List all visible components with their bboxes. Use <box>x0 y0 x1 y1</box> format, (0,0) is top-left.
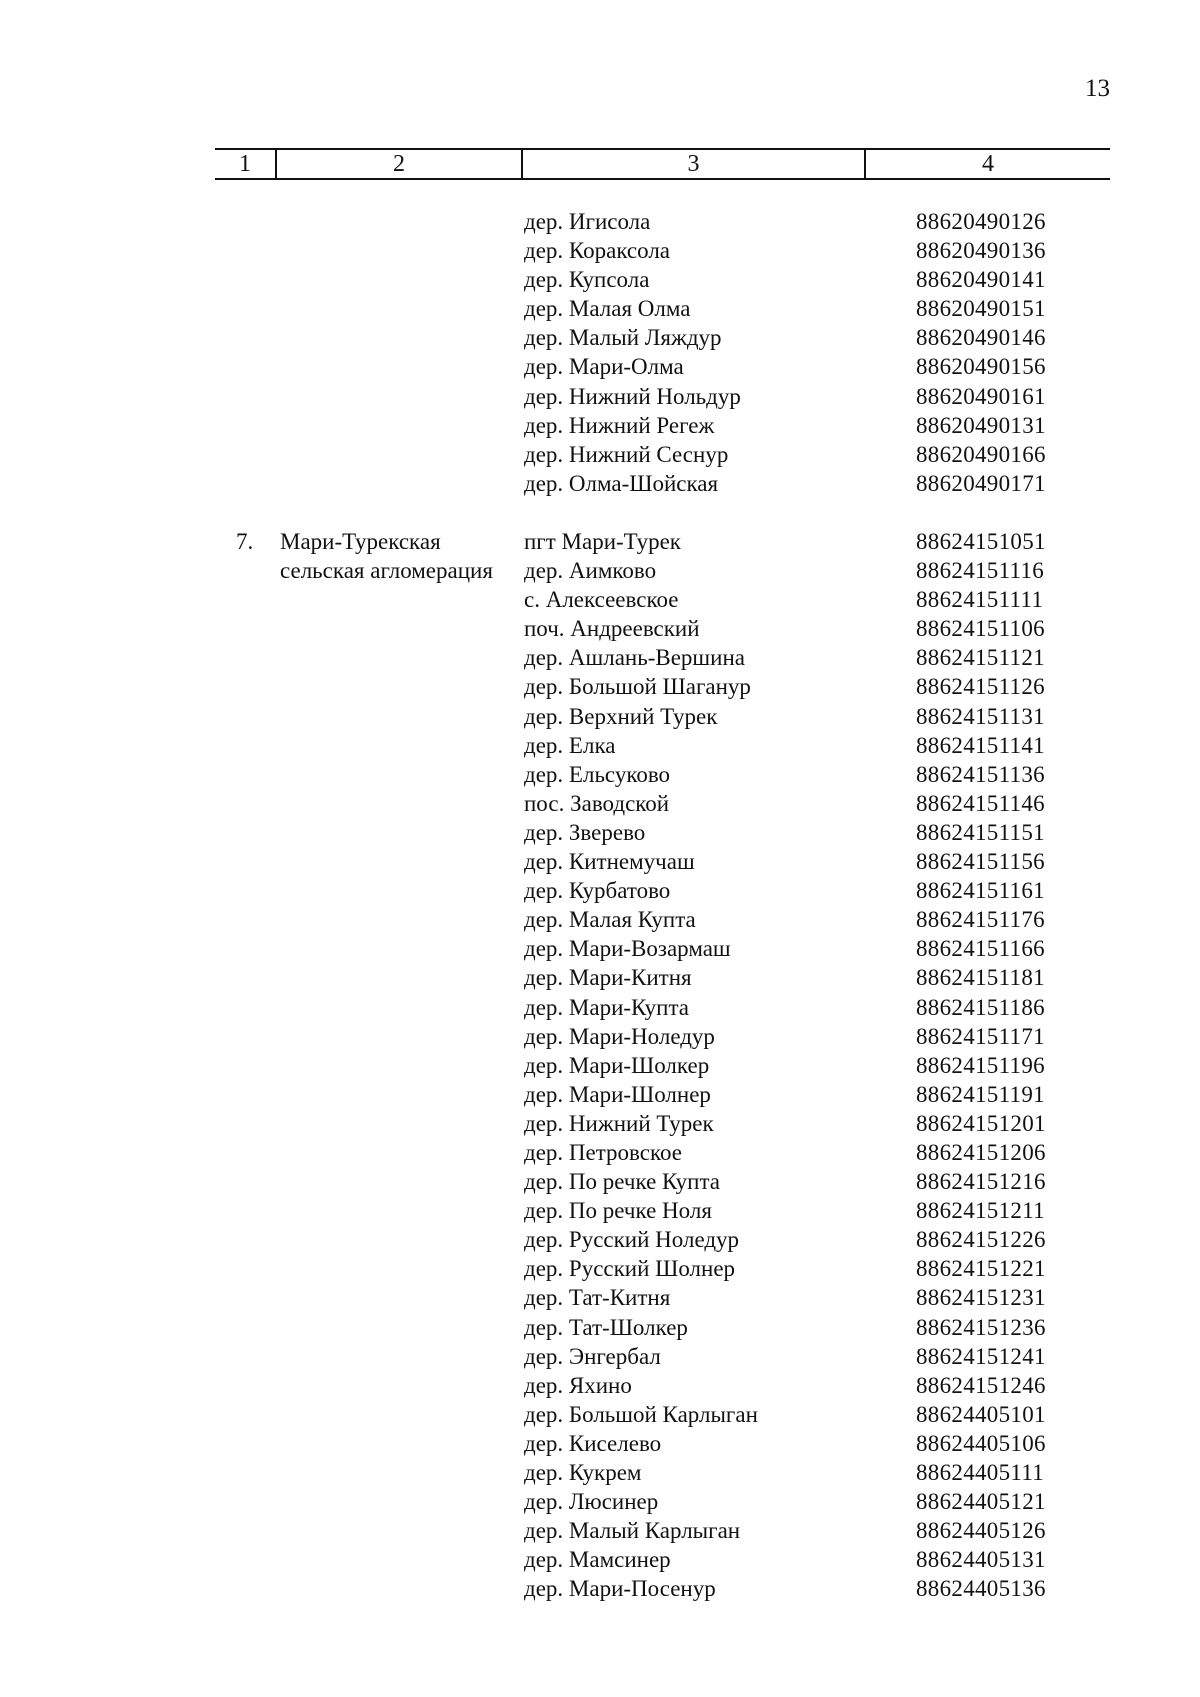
settlement-name: дер. Мари-Китня <box>524 965 692 991</box>
table-row <box>0 294 1200 323</box>
table-row <box>0 1371 1200 1400</box>
oktmo-code: 88620490141 <box>916 267 1046 293</box>
table-row <box>0 1429 1200 1458</box>
table-row <box>0 1225 1200 1254</box>
table-row <box>0 1574 1200 1603</box>
settlement-name: дер. Большой Карлыган <box>524 1401 758 1427</box>
oktmo-code: 88624151206 <box>916 1139 1046 1165</box>
settlement-name: дер. Купсола <box>524 267 650 293</box>
settlement-name: дер. Мари-Купта <box>524 994 689 1020</box>
oktmo-code: 88624151191 <box>916 1081 1045 1107</box>
settlement-name: дер. По речке Купта <box>524 1169 720 1195</box>
table-row <box>0 352 1200 381</box>
table-row <box>0 1313 1200 1342</box>
settlement-name: дер. Ельсуково <box>524 761 671 787</box>
oktmo-code: 88624151236 <box>916 1314 1046 1340</box>
settlement-name: дер. Тат-Китня <box>524 1285 671 1311</box>
table-row <box>0 527 1200 556</box>
settlement-name: дер. Кукрем <box>524 1460 642 1485</box>
settlement-name: дер. Мари-Олма <box>524 354 684 380</box>
oktmo-code: 88624405106 <box>916 1430 1046 1456</box>
oktmo-code: 88624151106 <box>916 616 1045 642</box>
table-row <box>0 993 1200 1022</box>
table-row <box>0 469 1200 498</box>
settlement-name: дер. Малая Купта <box>524 907 696 933</box>
table-row <box>0 1080 1200 1109</box>
settlement-name: дер. Петровское <box>524 1139 682 1165</box>
oktmo-code: 88624151221 <box>916 1256 1046 1282</box>
settlement-name: дер. Мамсинер <box>524 1547 671 1573</box>
oktmo-code: 88624151111 <box>916 587 1044 613</box>
settlement-name: дер. Русский Шолнер <box>524 1256 736 1282</box>
oktmo-code: 88624151161 <box>916 878 1045 904</box>
oktmo-code: 88620490161 <box>916 383 1046 409</box>
settlement-name: дер. Тат-Шолкер <box>524 1314 688 1340</box>
oktmo-code: 88624151226 <box>916 1227 1046 1253</box>
settlement-name: дер. Мари-Шолнер <box>524 1081 711 1107</box>
settlement-name: дер. Китнемучаш <box>524 849 695 875</box>
oktmo-code: 88624151196 <box>916 1052 1045 1078</box>
settlement-name: дер. По речке Ноля <box>524 1198 712 1224</box>
header-col-2: 2 <box>275 150 521 178</box>
settlement-name: пгт Мари-Турек <box>524 529 681 554</box>
table-row <box>0 1487 1200 1516</box>
table-row <box>0 1516 1200 1545</box>
table-row <box>0 1283 1200 1312</box>
table-row <box>0 207 1200 236</box>
table-row <box>0 1167 1200 1196</box>
settlement-name: дер. Ашлань-Вершина <box>524 645 745 671</box>
oktmo-code: 88624151211 <box>916 1198 1045 1224</box>
oktmo-code: 88624405121 <box>916 1489 1046 1515</box>
table-row <box>0 265 1200 294</box>
table-row <box>0 934 1200 963</box>
oktmo-code: 88624151216 <box>916 1169 1046 1195</box>
settlement-name: дер. Малая Олма <box>524 296 691 322</box>
oktmo-code: 88620490126 <box>916 209 1046 234</box>
oktmo-code: 88620490171 <box>916 470 1046 496</box>
oktmo-code: 88624405101 <box>916 1401 1046 1427</box>
oktmo-code: 88624405111 <box>916 1460 1045 1485</box>
table-row <box>0 382 1200 411</box>
oktmo-code: 88624151116 <box>916 558 1045 584</box>
settlement-name: дер. Курбатово <box>524 878 671 904</box>
settlement-name: дер. Игисола <box>524 209 651 234</box>
oktmo-code: 88624151166 <box>916 936 1045 962</box>
table-row <box>0 1342 1200 1371</box>
oktmo-code: 88624151171 <box>916 1023 1045 1049</box>
table-row <box>0 760 1200 789</box>
oktmo-code: 88624405131 <box>916 1547 1046 1573</box>
table-row <box>0 818 1200 847</box>
settlement-name: дер. Малый Ляждур <box>524 325 722 351</box>
oktmo-code: 88624151126 <box>916 674 1045 700</box>
table-row <box>0 1196 1200 1225</box>
table-row <box>0 731 1200 760</box>
oktmo-code: 88624151241 <box>916 1343 1046 1369</box>
settlement-name: дер. Олма-Шойская <box>524 470 719 496</box>
oktmo-code: 88624151201 <box>916 1110 1046 1136</box>
header-col-3: 3 <box>521 150 864 178</box>
settlement-name: дер. Нижний Нольдур <box>524 383 741 409</box>
settlement-name: пос. Заводской <box>524 790 670 816</box>
settlement-name: дер. Нижний Сеснур <box>524 441 729 467</box>
table-row <box>0 614 1200 643</box>
table-row <box>0 1400 1200 1429</box>
oktmo-code: 88624151131 <box>916 703 1045 729</box>
table-row <box>0 847 1200 876</box>
table-row <box>0 411 1200 440</box>
settlement-name: поч. Андреевский <box>524 616 700 642</box>
oktmo-code: 88624151156 <box>916 849 1045 875</box>
settlement-name: дер. Люсинер <box>524 1489 659 1515</box>
table-row <box>0 905 1200 934</box>
table-row <box>0 1254 1200 1283</box>
header-col-4: 4 <box>864 150 1110 178</box>
table-group-mari-turek <box>0 527 1200 1603</box>
header-col-1: 1 <box>239 150 251 177</box>
settlement-name: дер. Мари-Возармаш <box>524 936 731 962</box>
oktmo-code: 88624151136 <box>916 761 1045 787</box>
settlement-name: дер. Зверево <box>524 819 646 845</box>
table-header <box>215 148 1110 180</box>
oktmo-code: 88624151141 <box>916 732 1045 758</box>
settlement-name: дер. Нижний Турек <box>524 1110 714 1136</box>
table-row <box>0 585 1200 614</box>
table-row <box>0 1022 1200 1051</box>
oktmo-code: 88620490166 <box>916 441 1046 467</box>
table-row <box>0 323 1200 352</box>
settlement-name: дер. Русский Ноледур <box>524 1227 740 1253</box>
oktmo-code: 88624151051 <box>916 529 1046 554</box>
settlement-name: дер. Энгербал <box>524 1343 661 1369</box>
table-row <box>0 963 1200 992</box>
settlement-name: дер. Кораксола <box>524 238 671 264</box>
oktmo-code: 88620490136 <box>916 238 1046 264</box>
table-row <box>0 643 1200 672</box>
oktmo-code: 88624151121 <box>916 645 1045 671</box>
agglomeration-name-line-2: сельская агломерация <box>280 558 493 583</box>
table-row <box>0 1051 1200 1080</box>
table-row <box>0 789 1200 818</box>
settlement-name: дер. Яхино <box>524 1372 632 1398</box>
table-row <box>0 1138 1200 1167</box>
table-row <box>0 236 1200 265</box>
settlement-name: дер. Верхний Турек <box>524 703 718 729</box>
table-row <box>0 672 1200 701</box>
settlement-name: дер. Мари-Ноледур <box>524 1023 715 1049</box>
oktmo-code: 88620490151 <box>916 296 1046 322</box>
table-group-continued <box>0 207 1200 498</box>
settlement-name: дер. Большой Шаганур <box>524 674 751 700</box>
table-row <box>0 556 1200 585</box>
page-number: 13 <box>1085 75 1110 102</box>
oktmo-code: 88624151151 <box>916 819 1045 845</box>
table-row <box>0 1109 1200 1138</box>
settlement-name: дер. Мари-Шолкер <box>524 1052 710 1078</box>
oktmo-code: 88624151186 <box>916 994 1045 1020</box>
settlement-name: дер. Малый Карлыган <box>524 1518 741 1544</box>
oktmo-code: 88624151246 <box>916 1372 1046 1398</box>
oktmo-code: 88620490146 <box>916 325 1046 351</box>
oktmo-code: 88624405136 <box>916 1576 1046 1602</box>
settlement-name: дер. Нижний Регеж <box>524 412 715 438</box>
agglomeration-number: 7. <box>236 529 254 554</box>
oktmo-code: 88624151176 <box>916 907 1045 933</box>
table-row <box>0 440 1200 469</box>
settlement-name: с. Алексеевское <box>524 587 679 613</box>
oktmo-code: 88620490131 <box>916 412 1046 438</box>
table-row <box>0 1458 1200 1487</box>
oktmo-code: 88624405126 <box>916 1518 1046 1544</box>
settlement-name: дер. Аимково <box>524 558 657 584</box>
table-row <box>0 702 1200 731</box>
oktmo-code: 88624151146 <box>916 790 1045 816</box>
settlement-name: дер. Мари-Посенур <box>524 1576 716 1602</box>
oktmo-code: 88620490156 <box>916 354 1046 380</box>
table-row <box>0 876 1200 905</box>
settlement-name: дер. Елка <box>524 732 616 758</box>
oktmo-code: 88624151231 <box>916 1285 1046 1311</box>
table-row <box>0 1545 1200 1574</box>
oktmo-code: 88624151181 <box>916 965 1045 991</box>
agglomeration-name-line-1: Мари-Турекская <box>280 529 441 554</box>
settlement-name: дер. Киселево <box>524 1430 662 1456</box>
